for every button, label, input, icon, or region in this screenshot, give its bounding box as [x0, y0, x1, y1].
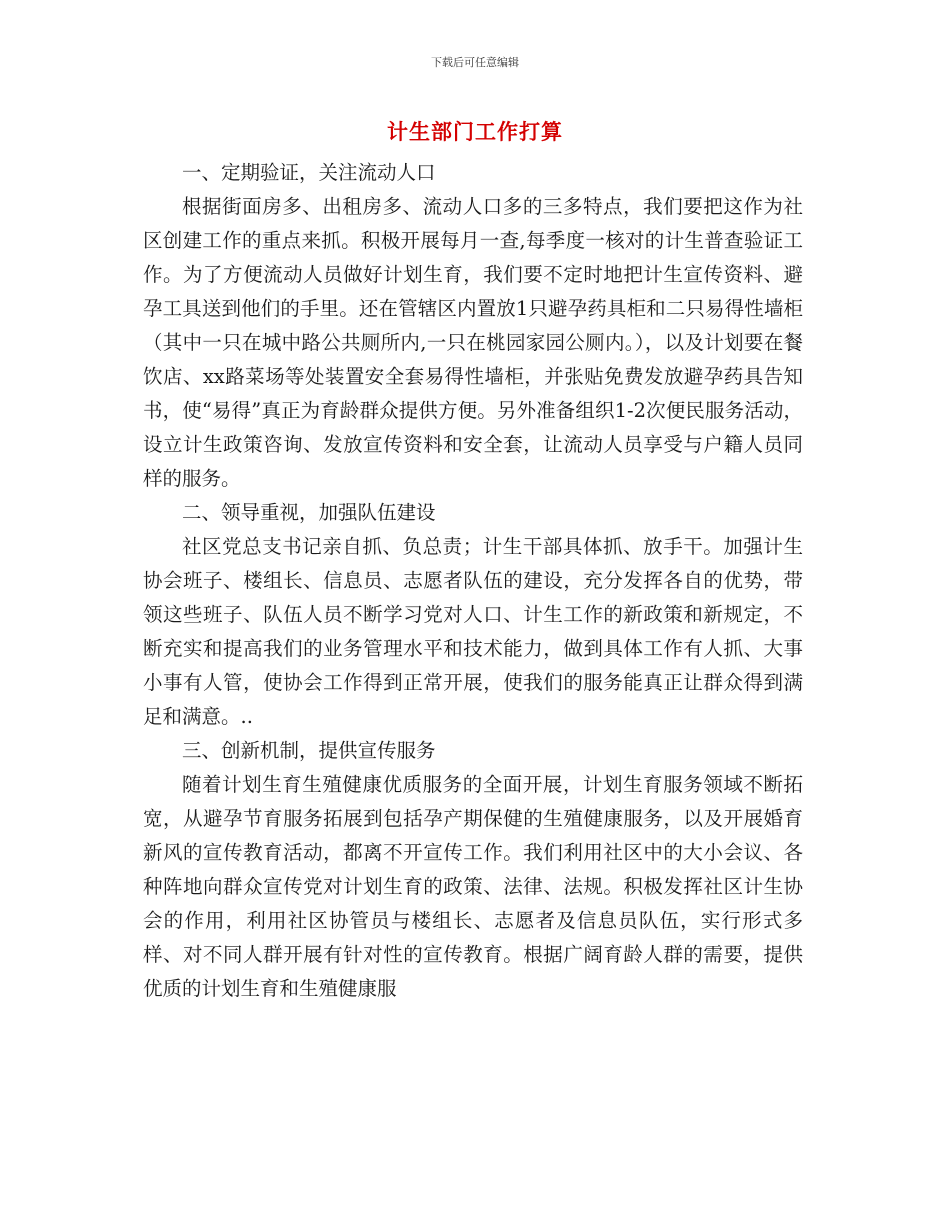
section-paragraph-1: 根据街面房多、出租房多、流动人口多的三多特点，我们要把这作为社区创建工作的重点来抓。积极开展每月一查,每季度一核对的计生普查验证工作。为了方便流动人员做好计划生育，我们要不定时地把计生宣传资料、避孕工具送到他们的手里。还在管辖区内置放1只避孕药具柜和二只易得性墙柜（其中一只在城中路公共厕所内,一只在桃园家园公厕内。），以及计划要在餐饮店、xx路菜场等处装置安全套易得性墙柜，并张贴免费发放避孕药具告知书，使“易得”真正为育龄群众提供方便。另外准备组织1-2次便民服务活动，设立计生政策咨询、发放宣传资料和安全套，让流动人员享受与户籍人员同样的服务。: [143, 195, 803, 490]
section-heading-1: 一、定期验证，关注流动人口: [182, 161, 436, 184]
section-heading-2: 二、领导重视，加强队伍建设: [182, 501, 436, 524]
header-note: 下载后可任意编辑: [431, 56, 519, 69]
section-heading-3: 三、创新机制，提供宣传服务: [182, 739, 436, 762]
section-paragraph-2: 社区党总支书记亲自抓、负总责；计生干部具体抓、放手干。加强计生协会班子、楼组长、信息员、志愿者队伍的建设，充分发挥各自的优势，带领这些班子、队伍人员不断学习党对人口、计生工作的新政策和新规定，不断充实和提高我们的业务管理水平和技术能力，做到具体工作有人抓、大事小事有人管，使协会工作得到正常开展，使我们的服务能真正让群众得到满足和满意。..: [143, 535, 803, 728]
section-paragraph-3: 随着计划生育生殖健康优质服务的全面开展，计划生育服务领域不断拓宽，从避孕节育服务拓展到包括孕产期保健的生殖健康服务，以及开展婚育新风的宣传教育活动，都离不开宣传工作。我们利用社区中的大小会议、各种阵地向群众宣传党对计划生育的政策、法律、法规。积极发挥社区计生协会的作用，利用社区协管员与楼组长、志愿者及信息员队伍，实行形式多样、对不同人群开展有针对性的宣传教育。根据广阔育龄人群的需要，提供优质的计划生育和生殖健康服: [143, 773, 803, 1000]
document-title: 计生部门工作打算: [387, 119, 563, 144]
document-body: [143, 156, 803, 1006]
